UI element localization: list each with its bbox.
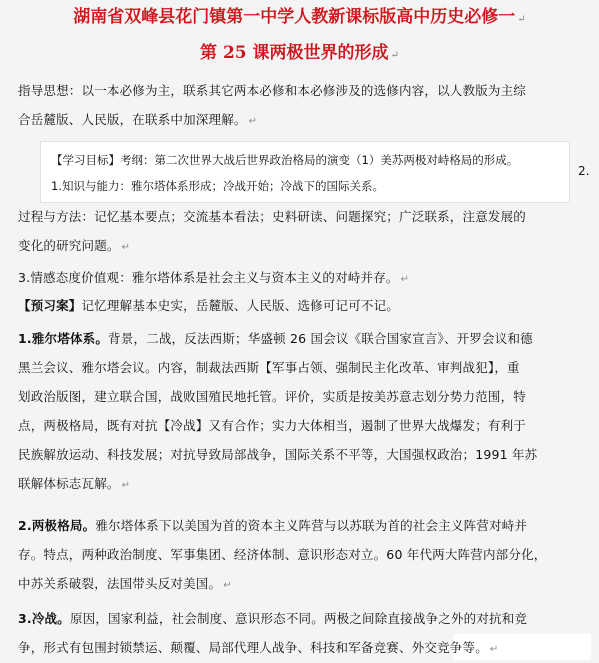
yalta-line-3: 划政治版图，建立联合国，战败国殖民地托管。评价，实质是按美苏意志划分势力范围，特: [18, 389, 527, 404]
learning-goals-line-2: 1.知识与能力：雅尔塔体系形成；冷战开始；冷战下的国际关系。: [51, 179, 384, 193]
paragraph-mark-icon: ↵: [248, 116, 258, 127]
bipolar-line-3: 中苏关系破裂，法国带头反对美国。 ↵: [18, 576, 232, 591]
learning-goals-box: [40, 141, 570, 203]
document-title: 湖南省双峰县花门镇第一中学人教新课标版高中历史必修一 ↵: [73, 7, 526, 27]
paragraph-mark-icon: ↵: [517, 14, 526, 25]
process-line-1: 过程与方法：记忆基本要点；交流基本看法；史料研读、问题探究；广泛联系，注意发展的: [18, 209, 527, 224]
side-number: 2.: [578, 164, 590, 178]
cold-war-line-1: 3.冷战。原因，国家利益，社会制度、意识形态不同。两极之间除直接战争之外的对抗和竞: [18, 611, 528, 626]
process-line-2: 变化的研究问题。 ↵: [18, 238, 131, 253]
yalta-line-1: 1.雅尔塔体系。背景，二战，反法西斯；华盛顿 26 国会议《联合国家宣言》、开罗会议和德: [18, 331, 533, 346]
yalta-line-6: 联解体标志瓦解。 ↵: [18, 476, 131, 491]
bipolar-line-2: 存。特点，两种政治制度、军事集团、经济体制、意识形态对立。60 年代两大阵营内部分化，: [18, 547, 547, 562]
guide-line-2: 合岳麓版、人民版，在联系中加深理解。 ↵: [18, 112, 258, 127]
paragraph-mark-icon: ↵: [400, 274, 410, 285]
paragraph-mark-icon: ↵: [390, 50, 399, 61]
bipolar-line-1: 2.两极格局。雅尔塔体系下以美国为首的资本主义阵营与以苏联为首的社会主义阵营对峙并: [18, 518, 528, 533]
lesson-title: 第 25 课两极世界的形成 ↵: [200, 43, 399, 63]
yalta-line-2: 黑兰会议、雅尔塔会议。内容，制裁法西斯【军事占领、强制民主化改革、审判战犯】，重: [18, 360, 520, 375]
yalta-line-4: 点，两极格局，既有对抗【冷战】又有合作；实力大体相当，遏制了世界大战爆发；有利于: [18, 418, 527, 433]
cold-war-line-2: 争，形式有包围封锁禁运、颠覆、局部代理人战争、科技和军备竞赛、外交竞争等。 ↵: [18, 640, 499, 655]
guide-line-1: 指导思想：以一本必修为主，联系其它两本必修和本必修涉及的选修内容，以人教版为主综: [18, 83, 527, 98]
paragraph-mark-icon: ↵: [121, 480, 131, 491]
preview-line: 【预习案】记忆理解基本史实，岳麓版、人民版、选修可记可不记。: [18, 298, 400, 313]
yalta-line-5: 民族解放运动、科技发展；对抗导致局部战争，国际关系不平等，大国强权政治；1991 年苏: [18, 447, 538, 462]
attitude-line: 3.情感态度价值观：雅尔塔体系是社会主义与资本主义的对峙并存。 ↵: [18, 270, 410, 285]
learning-goals-line-1: 【学习目标】考纲：第二次世界大战后世界政治格局的演变（1）美苏两极对峙格局的形成。: [51, 153, 519, 167]
paragraph-mark-icon: ↵: [223, 580, 232, 591]
paragraph-mark-icon: ↵: [121, 242, 131, 253]
paragraph-mark-icon: ↵: [489, 644, 499, 655]
